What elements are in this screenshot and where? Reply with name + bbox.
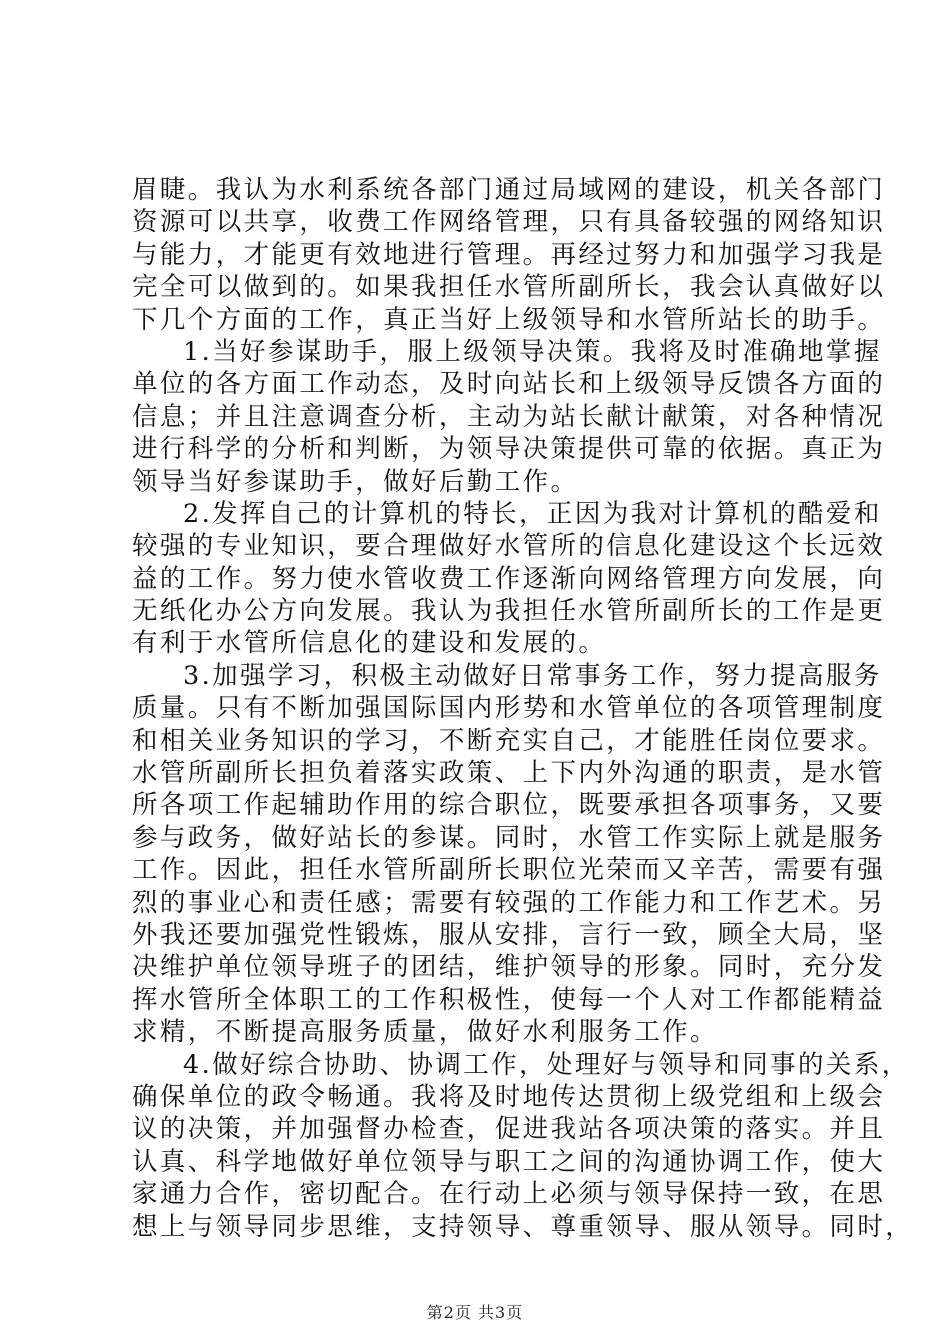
text-line: 较强的专业知识，要合理做好水管所的信息化建设这个长远效 bbox=[132, 531, 886, 562]
text-line: 想上与领导同步思维，支持领导、尊重领导、服从领导。同时， bbox=[132, 1211, 914, 1242]
text-line: 信息；并且注意调查分析，主动为站长献计献策，对各种情况 bbox=[132, 401, 886, 432]
text-line: 下几个方面的工作，真正当好上级领导和水管所站长的助手。 bbox=[132, 304, 886, 335]
text-line: 挥水管所全体职工的工作积极性，使每一个人对工作都能精益 bbox=[132, 984, 886, 1015]
text-line: 益的工作。努力使水管收费工作逐渐向网络管理方向发展，向 bbox=[132, 563, 886, 594]
text-line: 家通力合作，密切配合。在行动上必须与领导保持一致，在思 bbox=[132, 1179, 886, 1210]
text-line: 烈的事业心和责任感；需要有较强的工作能力和工作艺术。另 bbox=[132, 887, 886, 918]
text-line: 与能力，才能更有效地进行管理。再经过努力和加强学习我是 bbox=[132, 239, 886, 270]
text-line: 水管所副所长担负着落实政策、上下内外沟通的职责，是水管 bbox=[132, 758, 886, 789]
text-line: 质量。只有不断加强国际国内形势和水管单位的各项管理制度 bbox=[132, 693, 886, 724]
document-body bbox=[132, 174, 914, 1243]
text-line: 工作。因此，担任水管所副所长职位光荣而又辛苦，需要有强 bbox=[132, 855, 886, 886]
paragraph-first-line: 2.发挥自己的计算机的特长，正因为我对计算机的酷爱和 bbox=[183, 498, 882, 529]
text-line: 单位的各方面工作动态，及时向站长和上级领导反馈各方面的 bbox=[132, 369, 886, 400]
text-line: 参与政务，做好站长的参谋。同时，水管工作实际上就是服务 bbox=[132, 822, 886, 853]
text-line: 资源可以共享，收费工作网络管理，只有具备较强的网络知识 bbox=[132, 207, 886, 238]
text-line: 完全可以做到的。如果我担任水管所副所长，我会认真做好以 bbox=[132, 272, 886, 303]
page-footer: 第2页 共3页 bbox=[426, 1303, 524, 1322]
text-line: 无纸化办公方向发展。我认为我担任水管所副所长的工作是更 bbox=[132, 596, 886, 627]
text-line: 所各项工作起辅助作用的综合职位，既要承担各项事务，又要 bbox=[132, 790, 886, 821]
text-line: 确保单位的政令畅通。我将及时地传达贯彻上级党组和上级会 bbox=[132, 1081, 886, 1112]
text-line: 领导当好参谋助手，做好后勤工作。 bbox=[132, 466, 579, 497]
text-line: 决维护单位领导班子的团结，维护领导的形象。同时，充分发 bbox=[132, 952, 886, 983]
paragraph-first-line: 4.做好综合协助、协调工作，处理好与领导和同事的关系， bbox=[183, 1049, 910, 1080]
paragraph-first-line: 3.加强学习，积极主动做好日常事务工作，努力提高服务 bbox=[183, 660, 882, 691]
text-line: 眉睫。我认为水利系统各部门通过局域网的建设，机关各部门 bbox=[132, 175, 886, 205]
text-line: 有利于水管所信息化的建设和发展的。 bbox=[132, 628, 607, 659]
text-line: 进行科学的分析和判断，为领导决策提供可靠的依据。真正为 bbox=[132, 434, 886, 465]
text-line: 求精，不断提高服务质量，做好水利服务工作。 bbox=[132, 1017, 718, 1048]
paragraph-first-line: 1.当好参谋助手，服上级领导决策。我将及时准确地掌握 bbox=[183, 336, 882, 367]
text-line: 外我还要加强党性锻炼，服从安排，言行一致，顾全大局，坚 bbox=[132, 919, 886, 950]
text-line: 认真、科学地做好单位领导与职工之间的沟通协调工作，使大 bbox=[132, 1146, 886, 1177]
text-line: 议的决策，并加强督办检查，促进我站各项决策的落实。并且 bbox=[132, 1114, 886, 1145]
text-line: 和相关业务知识的学习，不断充实自己，才能胜任岗位要求。 bbox=[132, 725, 886, 756]
